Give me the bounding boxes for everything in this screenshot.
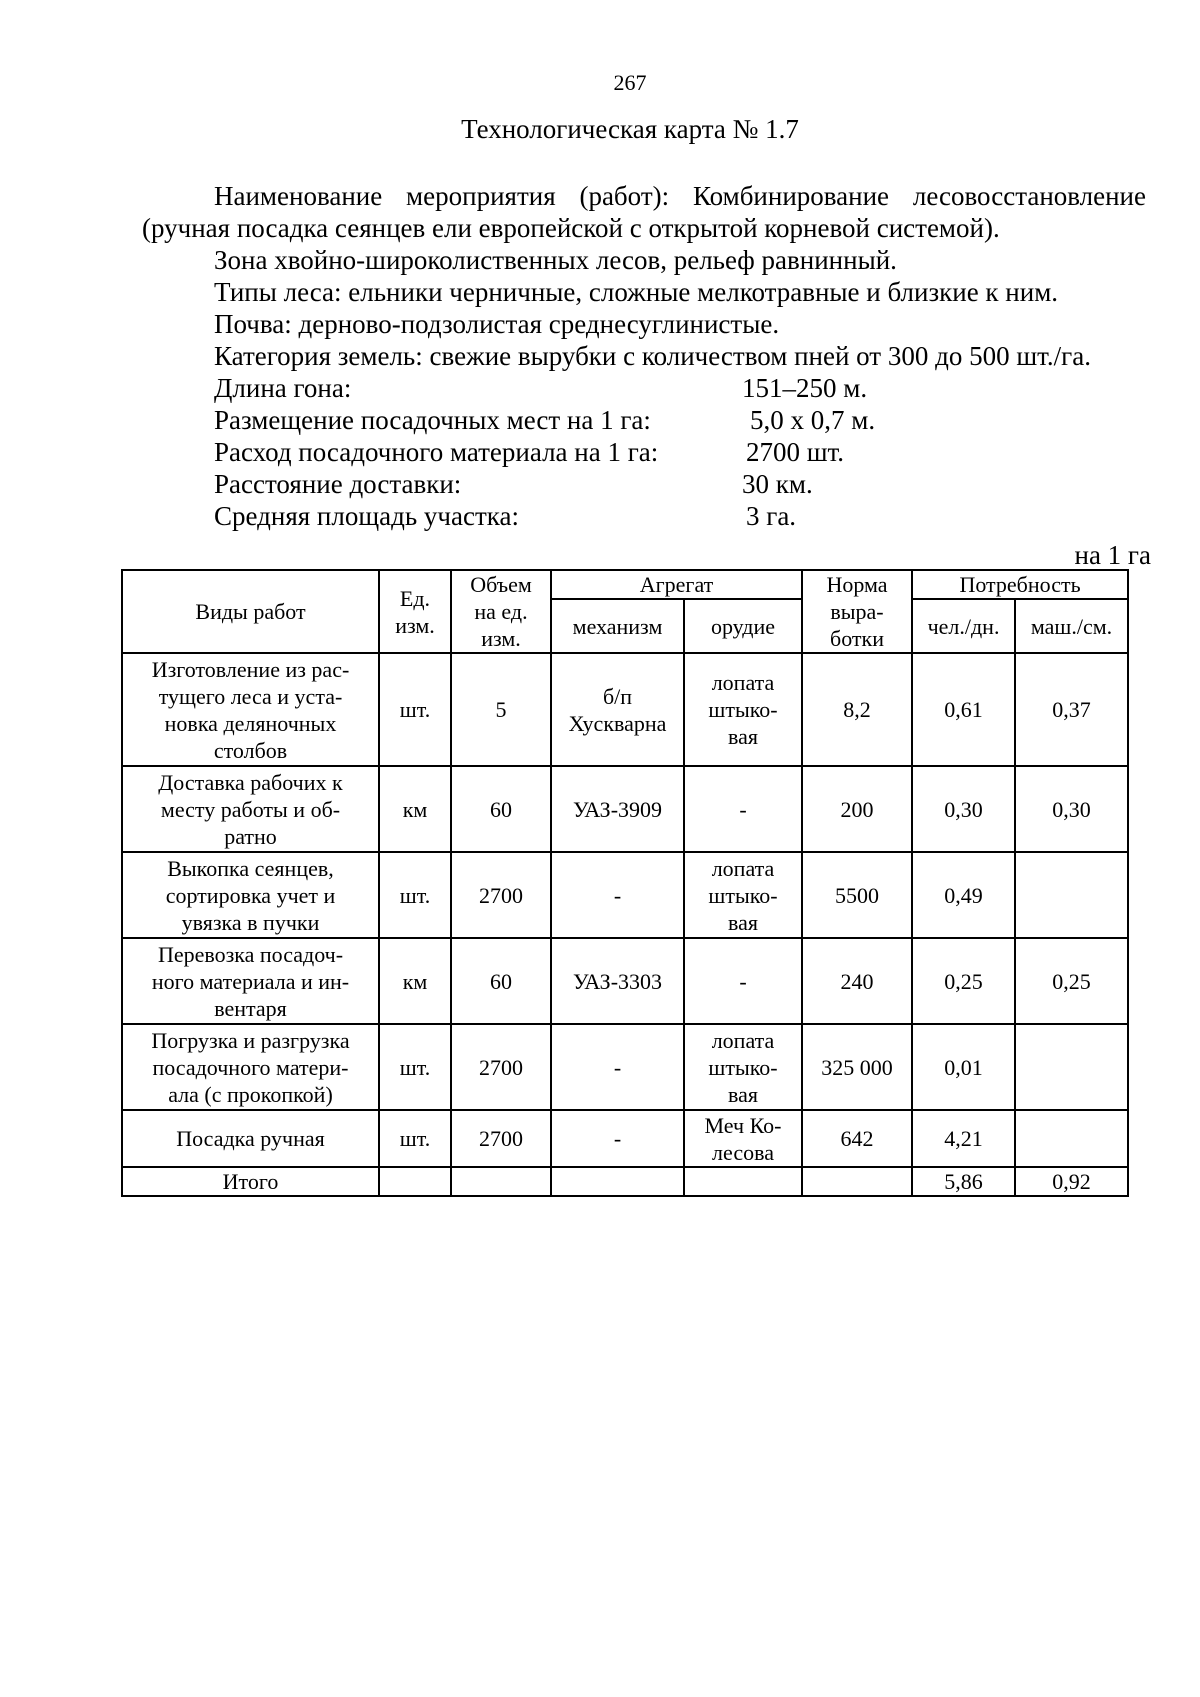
cell-tool: - bbox=[684, 766, 802, 852]
cell-tool: лопата штыко- вая bbox=[684, 852, 802, 938]
cell-man-days: 0,49 bbox=[912, 852, 1015, 938]
cell-total-man-days: 5,86 bbox=[912, 1167, 1015, 1196]
cell-unit: шт. bbox=[379, 852, 451, 938]
cell-norm: 642 bbox=[802, 1110, 912, 1167]
param-row-delivery-distance bbox=[142, 468, 1146, 500]
cell-machine-shifts: 0,37 bbox=[1015, 653, 1128, 766]
cell-mechanism: б/п Хускварна bbox=[551, 653, 684, 766]
header-tool: орудие bbox=[684, 599, 802, 653]
cell-man-days: 0,01 bbox=[912, 1024, 1015, 1110]
cell-total-machine-shifts: 0,92 bbox=[1015, 1167, 1128, 1196]
cell-machine-shifts: 0,25 bbox=[1015, 938, 1128, 1024]
cell-volume: 60 bbox=[451, 938, 551, 1024]
cell-work: Погрузка и разгрузка посадочного матери- ала (с прокопкой) bbox=[122, 1024, 379, 1110]
param-label: Длина гона: bbox=[214, 373, 352, 403]
cell-empty bbox=[684, 1167, 802, 1196]
cell-mechanism: - bbox=[551, 852, 684, 938]
cell-volume: 60 bbox=[451, 766, 551, 852]
cell-empty bbox=[802, 1167, 912, 1196]
cell-work: Доставка рабочих к месту работы и об- ратно bbox=[122, 766, 379, 852]
header-norm: Норма выра- ботки bbox=[802, 570, 912, 653]
cell-man-days: 0,30 bbox=[912, 766, 1015, 852]
cell-mechanism: УАЗ-3303 bbox=[551, 938, 684, 1024]
cell-mechanism: УАЗ-3909 bbox=[551, 766, 684, 852]
param-label: Средняя площадь участка: bbox=[214, 501, 519, 531]
cell-unit: шт. bbox=[379, 1110, 451, 1167]
header-unit: Ед. изм. bbox=[379, 570, 451, 653]
land-category-line: Категория земель: свежие вырубки с количеством пней от 300 до 500 шт./га. bbox=[214, 341, 1091, 371]
soil-line: Почва: дерново-подзолистая среднесуглинистые. bbox=[214, 309, 780, 339]
cell-volume: 2700 bbox=[451, 1110, 551, 1167]
header-man-days: чел./дн. bbox=[912, 599, 1015, 653]
cell-unit: км bbox=[379, 938, 451, 1024]
table-row bbox=[122, 938, 1128, 1024]
zone-line: Зона хвойно-широколиственных лесов, рельеф равнинный. bbox=[214, 245, 897, 275]
works-table bbox=[121, 569, 1129, 1197]
param-row-planting-layout bbox=[142, 404, 1146, 436]
cell-tool: лопата штыко- вая bbox=[684, 653, 802, 766]
cell-man-days: 0,25 bbox=[912, 938, 1015, 1024]
cell-work: Посадка ручная bbox=[122, 1110, 379, 1167]
document-title: Технологическая карта № 1.7 bbox=[461, 114, 799, 144]
cell-tool: - bbox=[684, 938, 802, 1024]
param-value: 5,0 х 0,7 м. bbox=[750, 405, 876, 435]
cell-volume: 5 bbox=[451, 653, 551, 766]
cell-norm: 200 bbox=[802, 766, 912, 852]
cell-mechanism: - bbox=[551, 1024, 684, 1110]
cell-norm: 5500 bbox=[802, 852, 912, 938]
cell-unit: шт. bbox=[379, 653, 451, 766]
header-volume: Объем на ед. изм. bbox=[451, 570, 551, 653]
param-label: Расход посадочного материала на 1 га: bbox=[214, 437, 659, 467]
cell-man-days: 4,21 bbox=[912, 1110, 1015, 1167]
forest-types-line: Типы леса: ельники черничные, сложные мелкотравные и близкие к ним. bbox=[214, 277, 1059, 307]
unit-note: на 1 га bbox=[1074, 540, 1151, 570]
cell-man-days: 0,61 bbox=[912, 653, 1015, 766]
param-value: 2700 шт. bbox=[746, 437, 845, 467]
cell-tool: лопата штыко- вая bbox=[684, 1024, 802, 1110]
cell-unit: км bbox=[379, 766, 451, 852]
param-label: Размещение посадочных мест на 1 га: bbox=[214, 405, 651, 435]
cell-volume: 2700 bbox=[451, 1024, 551, 1110]
cell-work: Перевозка посадоч- ного материала и ин- вентаря bbox=[122, 938, 379, 1024]
cell-work: Изготовление из рас- тущего леса и уста- новка деляночных столбов bbox=[122, 653, 379, 766]
work-name-paragraph: Наименование мероприятия (работ): Комбинирование лесовосстановление (ручная посадка сеянцев ели европейской с открытой корневой системой). bbox=[142, 181, 1146, 243]
cell-tool: Меч Ко- лесова bbox=[684, 1110, 802, 1167]
param-label: Расстояние доставки: bbox=[214, 469, 462, 499]
param-row-run-length bbox=[142, 372, 1146, 404]
cell-machine-shifts: 0,30 bbox=[1015, 766, 1128, 852]
table-row bbox=[122, 852, 1128, 938]
cell-mechanism: - bbox=[551, 1110, 684, 1167]
cell-empty bbox=[451, 1167, 551, 1196]
header-mechanism: механизм bbox=[551, 599, 684, 653]
cell-unit: шт. bbox=[379, 1024, 451, 1110]
param-value: 3 га. bbox=[746, 501, 797, 531]
param-row-material-consumption bbox=[142, 436, 1146, 468]
table-row bbox=[122, 1024, 1128, 1110]
header-machine-shifts: маш./см. bbox=[1015, 599, 1128, 653]
table-row bbox=[122, 653, 1128, 766]
cell-norm: 8,2 bbox=[802, 653, 912, 766]
cell-empty bbox=[551, 1167, 684, 1196]
cell-machine-shifts bbox=[1015, 1024, 1128, 1110]
cell-volume: 2700 bbox=[451, 852, 551, 938]
cell-machine-shifts bbox=[1015, 1110, 1128, 1167]
cell-empty bbox=[379, 1167, 451, 1196]
cell-norm: 325 000 bbox=[802, 1024, 912, 1110]
cell-total-label: Итого bbox=[122, 1167, 379, 1196]
intro-block bbox=[142, 180, 1146, 532]
header-aggregate: Агрегат bbox=[551, 570, 802, 599]
table-row bbox=[122, 766, 1128, 852]
cell-machine-shifts bbox=[1015, 852, 1128, 938]
table-row bbox=[122, 1110, 1128, 1167]
header-need: Потребность bbox=[912, 570, 1128, 599]
total-row bbox=[122, 1167, 1128, 1196]
param-row-plot-area bbox=[142, 500, 1146, 532]
param-value: 30 км. bbox=[742, 469, 813, 499]
cell-work: Выкопка сеянцев, сортировка учет и увязка в пучки bbox=[122, 852, 379, 938]
cell-norm: 240 bbox=[802, 938, 912, 1024]
page-number: 267 bbox=[613, 70, 647, 95]
header-work-types: Виды работ bbox=[122, 570, 379, 653]
param-value: 151–250 м. bbox=[742, 373, 868, 403]
